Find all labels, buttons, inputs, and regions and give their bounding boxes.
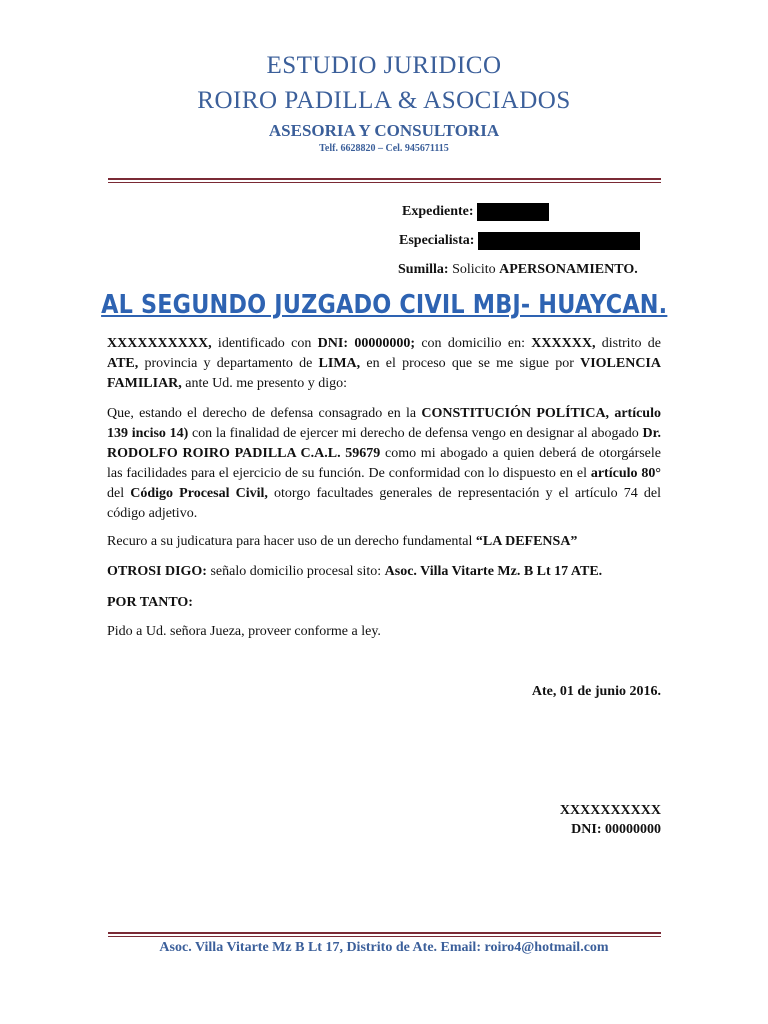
footer-divider <box>108 932 661 937</box>
letterhead-firm-line2: ROIRO PADILLA & ASOCIADOS <box>197 87 571 114</box>
letterhead-firm-line1: ESTUDIO JURIDICO <box>266 52 502 79</box>
signature-dni: DNI: 00000000 <box>571 822 661 837</box>
la-defensa: “LA DEFENSA” <box>475 534 578 549</box>
sumilla-text: Solicito <box>452 262 496 277</box>
sumilla-value: APERSONAMIENTO. <box>499 262 638 277</box>
especialista-row <box>399 232 640 250</box>
procesal-address: Asoc. Villa Vitarte Mz. B Lt 17 ATE. <box>384 564 603 579</box>
sumilla-label: Sumilla: <box>398 262 449 277</box>
petitioner-depto: LIMA, <box>318 356 361 371</box>
paragraph-intro <box>107 334 661 394</box>
text-span: Que, estando el derecho de defensa consagrado en la <box>107 406 422 421</box>
petitioner-distrito: ATE, <box>107 356 139 371</box>
text-span: señalo domicilio procesal sito: <box>206 564 385 579</box>
sumilla-row <box>398 262 638 278</box>
text-span: Recuro a su judicatura para hacer uso de un derecho fundamental <box>107 534 476 549</box>
pido-block <box>107 622 661 642</box>
paragraph-otrosi <box>107 562 661 582</box>
letterhead <box>0 48 768 155</box>
expediente-label: Expediente: <box>402 204 474 220</box>
text-span: ante Ud. me presento y digo: <box>181 376 348 391</box>
articulo80-ref: artículo 80° <box>590 466 661 481</box>
otrosi-label: OTROSI DIGO: <box>107 564 207 579</box>
constitucion-ref: CONSTITUCIÓN POLÍTICA, <box>421 406 610 421</box>
expediente-redaction <box>477 203 549 221</box>
header-divider <box>108 178 661 183</box>
paragraph-designation <box>107 404 661 524</box>
especialista-label: Especialista: <box>399 233 475 249</box>
abogado-name: Dr. RODOLFO ROIRO PADILLA C.A.L. 59679 <box>107 426 662 461</box>
text-span: como mi abogado a quien deberá de otorgársele las facilidades para el ejercicio de su función. De conformidad con lo dispuesto en el <box>107 446 661 481</box>
paragraph-recurso <box>107 532 661 552</box>
petitioner-name: XXXXXXXXXX, <box>107 336 212 351</box>
articulo-ref: artículo 139 inciso 14) <box>107 406 661 441</box>
signature-block <box>560 801 661 839</box>
cpc-ref: Código Procesal Civil, <box>130 486 268 501</box>
petitioner-domicilio: XXXXXX, <box>531 336 596 351</box>
text-span: con la finalidad de ejercer mi derecho de defensa vengo en designar al abogado <box>188 426 643 441</box>
text-span: distrito de <box>595 336 662 351</box>
court-title: AL SEGUNDO JUZGADO CIVIL MBJ- HUAYCAN. <box>100 290 668 320</box>
text-span: identificado con <box>211 336 318 351</box>
footer-address: Asoc. Villa Vitarte Mz B Lt 17, Distrito de Ate. Email: roiro4@hotmail.com <box>159 940 609 955</box>
por-tanto-block <box>107 593 661 613</box>
pido-text: Pido a Ud. señora Jueza, proveer conforme a ley. <box>107 624 381 639</box>
proceso-type: VIOLENCIA FAMILIAR, <box>107 356 661 391</box>
text-span: en el proceso que se me sigue por <box>360 356 581 371</box>
especialista-redaction <box>478 232 640 250</box>
signature-name: XXXXXXXXXX <box>559 803 661 818</box>
petitioner-dni: DNI: 00000000; <box>317 336 415 351</box>
court-addressee <box>0 290 768 320</box>
text-span: con domicilio en: <box>415 336 532 351</box>
expediente-row <box>402 203 549 221</box>
text-span: otorgo facultades generales de representación y el artículo 74 del código adjetivo. <box>107 486 662 521</box>
date-line: Ate, 01 de junio 2016. <box>531 684 661 699</box>
letterhead-phones: Telf. 6628820 – Cel. 945671115 <box>319 143 449 154</box>
text-span: provincia y departamento de <box>138 356 319 371</box>
letterhead-services: ASESORIA Y CONSULTORIA <box>268 121 500 140</box>
text-span: del <box>107 486 131 501</box>
por-tanto-label: POR TANTO: <box>107 595 193 610</box>
